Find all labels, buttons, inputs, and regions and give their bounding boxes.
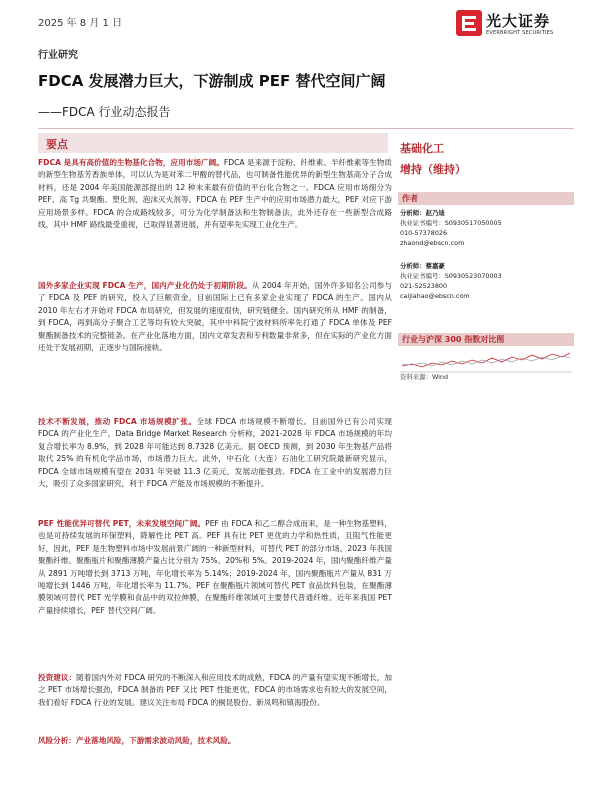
analyst-label: 分析师： (400, 209, 426, 217)
logo-chinese-name: 光大证券 (486, 12, 551, 30)
industry-name: 基础化工 (400, 142, 444, 155)
header-divider (38, 128, 574, 129)
paragraph-market-size (38, 416, 392, 490)
paragraph-highlight: 投资建议： (38, 673, 77, 682)
chart-header (398, 333, 574, 346)
chart-source: 资料来源：Wind (400, 373, 449, 381)
report-date: 2025 年 8 月 1 日 (38, 18, 123, 29)
paragraph-text: 全球 FDCA 市场规模不断增长。目前国外已有公司实现 FDCA 的产业化生产，Data Bridge Market Research 分析称，2021-2028 年 FDCA 市场规模的年均复合增长率为 8.9%，到 2028 年可能达到 8.7328 亿美元。据 OECD 预测，到 2030 年生物基产品将取代 25% 的有机化学品市场，市场潜力巨大。此外，中石化（大连）石油化工研究院最新研究显示，FDCA 全球市场规模有望在 2031 年突破 11.3 亿美元，发展动能强劲。FDCA 在工业中的发展潜力巨大，吸引了众多国家研究，利于 FDCA 产能及市场规模的不断提升。 (38, 417, 392, 489)
analyst-phone: 010-57378026 (400, 229, 448, 237)
paragraph-industrialization (38, 280, 392, 354)
industry-rating: 增持（维持） (400, 163, 466, 176)
analyst-cert: 执业证书编号：S0930523070003 (400, 272, 502, 280)
everbright-logo-icon (456, 10, 482, 36)
logo-english-name: EVERBRIGHT SECURITIES (486, 30, 554, 36)
analyst-block (400, 208, 502, 248)
paragraph-highlight: 技术不断发展，推动 FDCA 市场规模扩张。 (38, 417, 197, 426)
analyst-name: 赵乃迪 (425, 209, 445, 217)
summary-label: 要点 (46, 138, 68, 151)
analyst-email: caijiahao@ebscn.com (400, 292, 470, 300)
brand-logo (456, 8, 574, 44)
paragraph-highlight: FDCA 是具有高价值的生物基化合物，应用市场广阔。 (38, 158, 224, 167)
index-comparison-chart (398, 348, 574, 374)
analyst-block (400, 261, 502, 301)
author-header-label: 作者 (402, 194, 418, 203)
csi300-line (402, 356, 570, 366)
paragraph-text: 随着国内外对 FDCA 研究的不断深入和应用技术的成熟，FDCA 的产量有望实现不断增长，加之 PET 市场增长强劲，FDCA 制备的 PEF 又比 PET 性能更优，FDCA 的市场需求也有较大的发展空间，我们看好 FDCA 行业的发展。建议关注布局 FDCA 的桐昆股份、新凤鸣和镇海股份。 (38, 673, 392, 707)
summary-header (38, 133, 388, 153)
paragraph-highlight: 风险分析： (38, 736, 76, 745)
report-subtitle: ——FDCA 行业动态报告 (38, 105, 171, 119)
analyst-label: 分析师： (400, 262, 426, 270)
paragraph-text: PEF 由 FDCA 和乙二醇合成而来，是一种生物基塑料，也是可持续发展的环保塑料，降解性比 PET 高。PEF 具有比 PET 更优的力学和热性质，且阻气性能更好，因此，PEF 是生物塑料市场中发展前景广阔的一种新型材料，可替代 PET 的部分市场。2023 年我国聚酯纤维、聚酯瓶片和聚酯薄膜产量占比分别为 75%、20%和 5%。2019-2024 年，国内聚酯纤维产量从 2891 万吨增长到 3713 万吨，年化增长率为 5.14%；2019-2024 年，国内聚酯瓶片产量从 831 万吨增长到 1446 万吨，年化增长率为 11.7%。PEF 在聚酯瓶片领域可替代 PET 食品饮料包装，在聚酯薄膜领域可替代 PET 光学膜和食品中的双拉伸膜，在聚酯纤维领域可主要替代普通纤维。近年来我国 PET 产量持续增长，PEF 替代空间广阔。 (38, 519, 392, 615)
paragraph-highlight: PEF 性能优异可替代 PET，未来发展空间广阔。 (38, 519, 206, 528)
paragraph-highlight: 国外多家企业实现 FDCA 生产，国内产业化仍处于初期阶段。 (38, 281, 252, 290)
report-title: FDCA 发展潜力巨大，下游制成 PEF 替代空间广阔 (38, 72, 386, 90)
paragraph-application (38, 157, 392, 231)
chart-header-label: 行业与沪深 300 指数对比图 (402, 335, 505, 344)
paragraph-text: 从 2004 年开始，国外许多知名公司参与了 FDCA 及 PEF 的研究，投入了巨额资金，目前国际上已有多家企业实现了 FDCA 的生产。国内从 2010 年左右才开始对 FDCA 布局研究，但发展的速度很快，研究链健全。国内研究所从 HMF 的制备，到 FDCA，再到高分子聚合工艺等均有较大突破，其中中科院宁波材料所率先打通了 FDCA 单体及 PEF 聚酯制备技术的完整链条。在产业化落地方面，国内文章发表和专利数量非常多，但在实际的产业化方面还处于发展初期，正逐步与国际接轨。 (38, 281, 392, 353)
analyst-name: 蔡嘉豪 (425, 262, 445, 270)
paragraph-text: FDCA 是来源于淀粉、纤维素、半纤维素等生物质的新型生物基芳香族单体，可以认为是对苯二甲酸的替代品，也可制备性能优异的新型生物基高分子合成材料，还是 2004 年美国能源部提出的 12 种未来最有价值的平台化合物之一。FDCA 应用市场细分为 PEF、高 Tg 共聚酯、塑化剂、泡沫灭火剂等。FDCA 在 PEF 生产中的应用市场潜力最大，PEF 对应下游应用场景多样。FDCA 的合成路线较多，可分为化学制备法和生物制备法，此外还存在一些新型合成路线，其中 HMF 路线最受重视，已取得显著进展，并有望率先实现工业化生产。 (38, 158, 392, 230)
analyst-phone: 021-52523800 (400, 282, 448, 290)
paragraph-pef-outlook (38, 518, 392, 617)
analyst-email: zhaond@ebscn.com (400, 239, 465, 247)
paragraph-text: 产业落地风险，下游需求波动风险，技术风险。 (75, 736, 236, 745)
paragraph-investment (38, 672, 392, 709)
section-label: 行业研究 (38, 50, 78, 61)
paragraph-risk (38, 735, 392, 747)
author-header (398, 192, 574, 205)
analyst-cert: 执业证书编号：S0930517050005 (400, 219, 502, 227)
